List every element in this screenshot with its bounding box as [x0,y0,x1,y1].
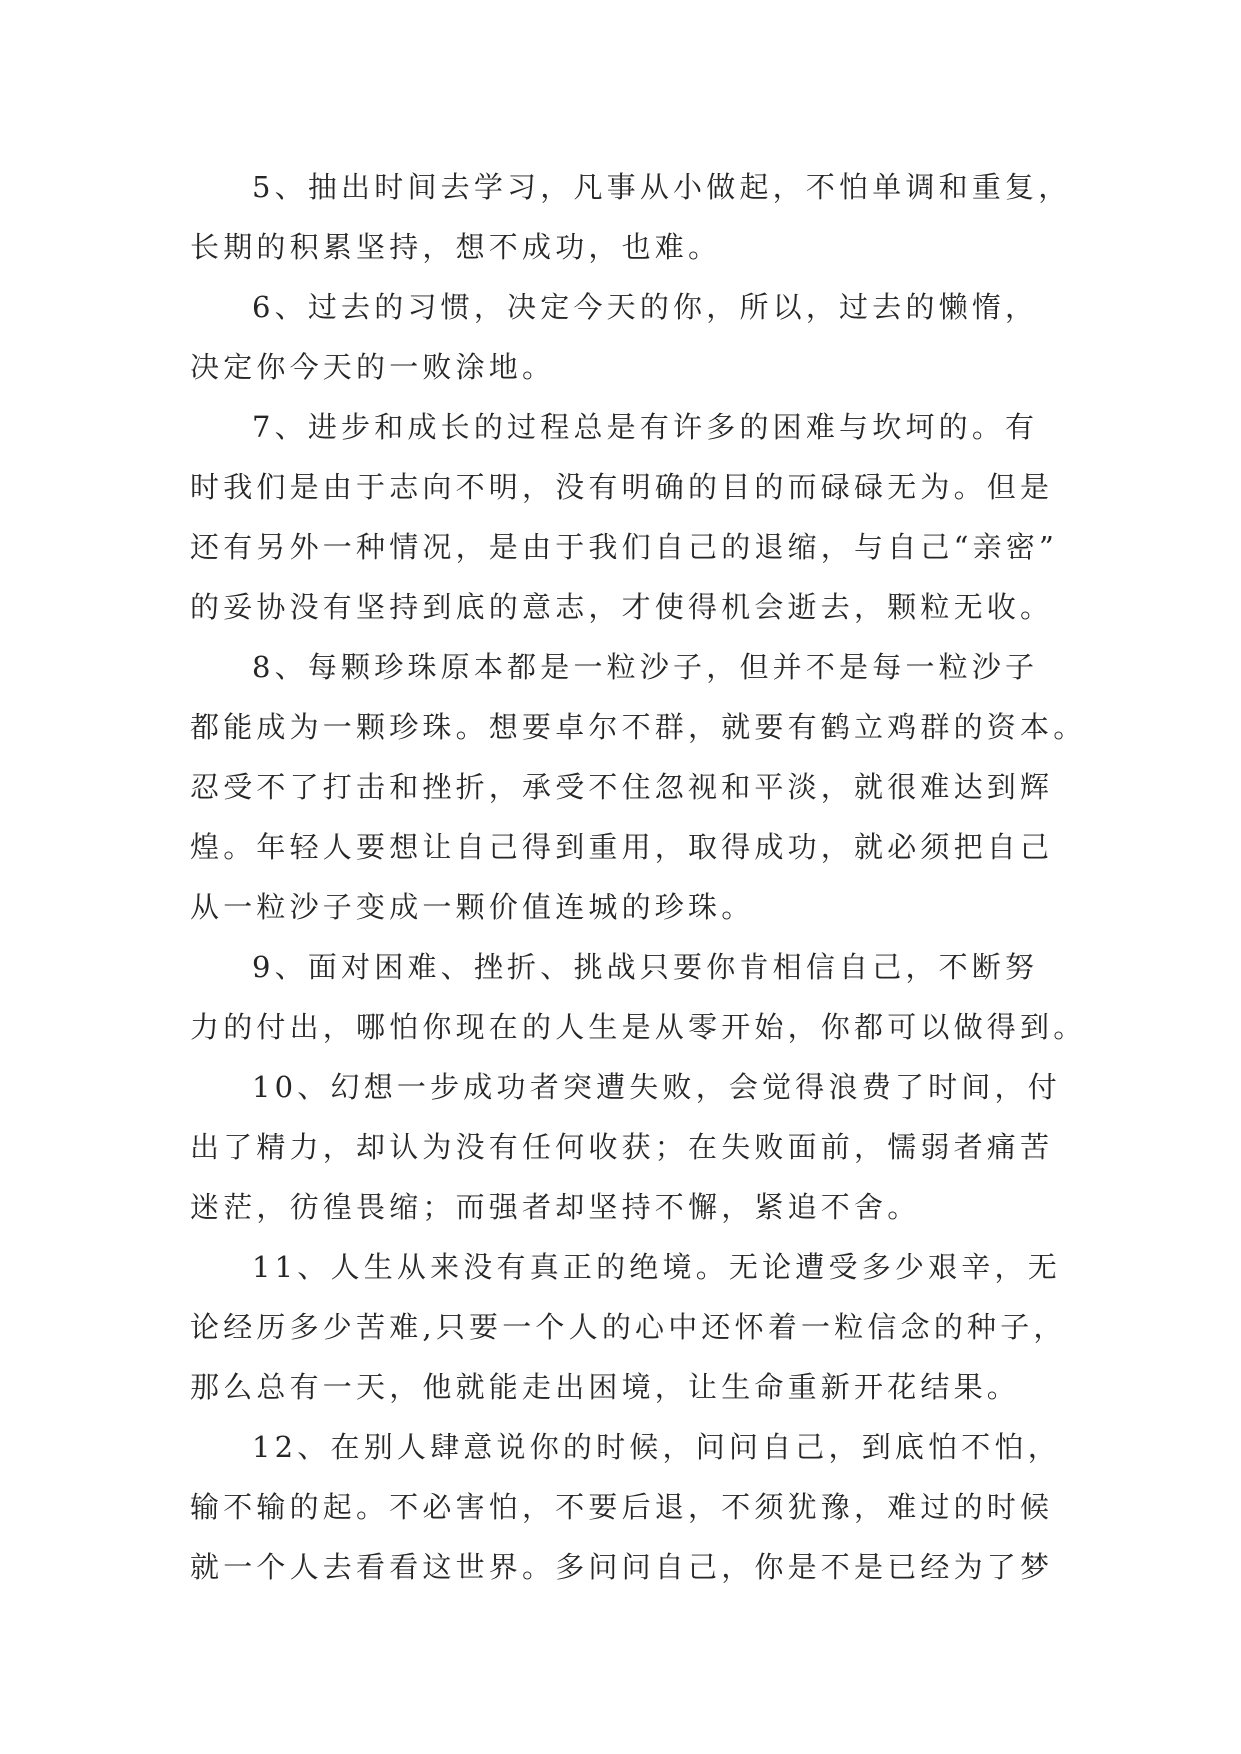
paragraph-7-line-3: 还有另外一种情况，是由于我们自己的退缩，与自己“亲密” [190,530,1059,564]
paragraph-11-line-1: 11、人生从来没有真正的绝境。无论遭受多少艰辛，无 [252,1250,1061,1284]
paragraph-8-line-4: 煌。年轻人要想让自己得到重用，取得成功，就必须把自己 [190,830,1054,864]
paragraph-6-line-1: 6、过去的习惯，决定今天的你，所以，过去的懒惰， [252,290,1039,324]
paragraph-9-line-1: 9、面对困难、挫折、挑战只要你肯相信自己，不断努 [252,950,1039,984]
paragraph-9-line-2: 力的付出，哪怕你现在的人生是从零开始，你都可以做得到。 [190,1010,1087,1044]
paragraph-5-line-1: 5、抽出时间去学习，凡事从小做起，不怕单调和重复， [252,170,1072,204]
paragraph-6-line-2: 决定你今天的一败涂地。 [190,350,556,384]
paragraph-7-line-4: 的妥协没有坚持到底的意志，才使得机会逝去，颗粒无收。 [190,590,1054,624]
paragraph-12-line-2: 输不输的起。不必害怕，不要后退，不须犹豫，难过的时候 [190,1490,1054,1524]
paragraph-7-line-2: 时我们是由于志向不明，没有明确的目的而碌碌无为。但是 [190,470,1054,504]
paragraph-5-line-2: 长期的积累坚持，想不成功，也难。 [190,230,722,264]
paragraph-8-line-3: 忍受不了打击和挫折，承受不住忽视和平淡，就很难达到辉 [190,770,1054,804]
paragraph-7-line-1: 7、进步和成长的过程总是有许多的困难与坎坷的。有 [252,410,1039,444]
paragraph-11-line-2: 论经历多少苦难,只要一个人的心中还怀着一粒信念的种子， [190,1310,1067,1344]
paragraph-8-line-5: 从一粒沙子变成一颗价值连城的珍珠。 [190,890,755,924]
paragraph-10-line-2: 出了精力，却认为没有任何收获；在失败面前，懦弱者痛苦 [190,1130,1054,1164]
paragraph-12-line-1: 12、在别人肆意说你的时候，问问自己，到底怕不怕， [252,1430,1061,1464]
paragraph-8-line-1: 8、每颗珍珠原本都是一粒沙子，但并不是每一粒沙子 [252,650,1039,684]
paragraph-8-line-2: 都能成为一颗珍珠。想要卓尔不群，就要有鹤立鸡群的资本。 [190,710,1087,744]
paragraph-10-line-3: 迷茫，彷徨畏缩；而强者却坚持不懈，紧追不舍。 [190,1190,921,1224]
paragraph-12-line-3: 就一个人去看看这世界。多问问自己，你是不是已经为了梦 [190,1550,1054,1584]
paragraph-11-line-3: 那么总有一天，他就能走出困境，让生命重新开花结果。 [190,1370,1021,1404]
paragraph-10-line-1: 10、幻想一步成功者突遭失败，会觉得浪费了时间，付 [252,1070,1061,1104]
document-body [190,157,1087,1597]
